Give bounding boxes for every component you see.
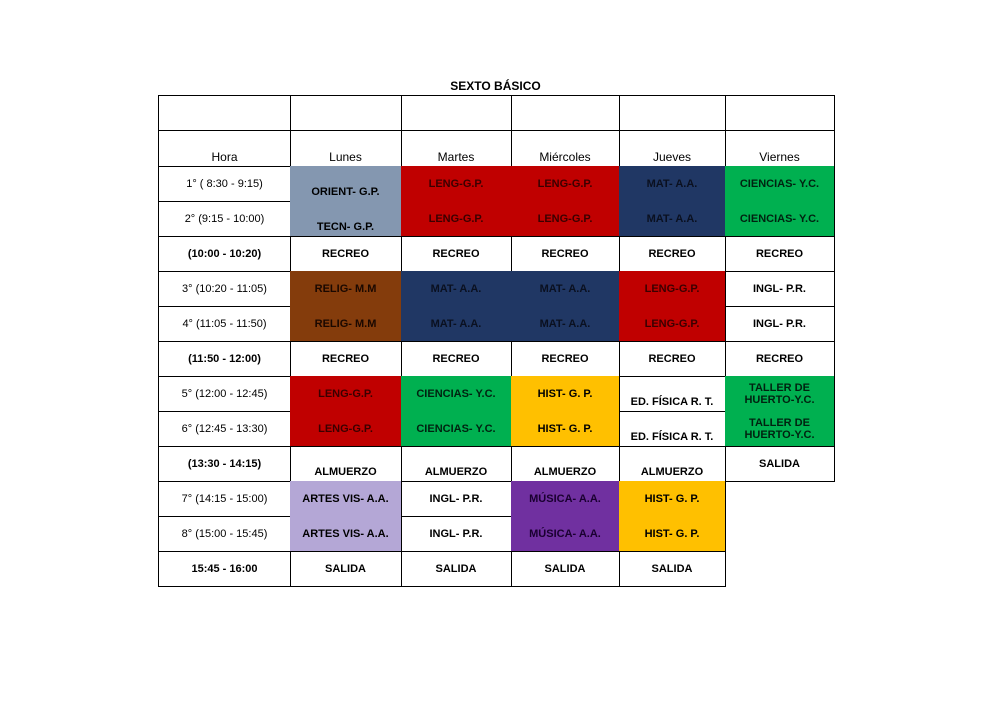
subject-cell [401, 166, 512, 202]
subject-cell-label: RECREO [755, 352, 804, 365]
subject-cell-label: INGL- P.R. [429, 527, 483, 540]
subject-cell [725, 236, 835, 272]
subject-cell-label: LENG-G.P. [428, 212, 484, 225]
subject-cell-label: ORIENT- G.P. [311, 186, 380, 198]
subject-cell-label: RECREO [541, 352, 589, 365]
subject-cell-label: LENG-G.P. [537, 212, 593, 225]
subject-cell [511, 411, 620, 447]
subject-cell [619, 306, 726, 342]
subject-cell-label: HIST- G. P. [644, 492, 700, 505]
subject-cell [619, 411, 726, 447]
hour-cell [158, 376, 291, 412]
subject-cell [290, 516, 402, 552]
hour-cell [158, 481, 291, 517]
subject-cell [290, 236, 402, 272]
subject-cell-label: LENG-G.P. [318, 387, 373, 400]
subject-cell-label: ALMUERZO [640, 466, 704, 478]
hour-cell [158, 201, 291, 237]
hour-cell [158, 341, 291, 377]
subject-cell-label: HIST- G. P. [537, 387, 593, 400]
subject-cell-label: MÚSICA- A.A. [529, 527, 601, 540]
hour-cell-label: (10:00 - 10:20) [187, 247, 262, 260]
subject-cell [401, 201, 512, 237]
subject-cell-label: TECN- G.P. [316, 221, 375, 233]
subject-cell [290, 481, 402, 517]
subject-cell [511, 341, 620, 377]
subject-cell [401, 341, 512, 377]
subject-cell-label: MAT- A.A. [539, 282, 591, 295]
hour-cell [158, 306, 291, 342]
subject-cell-label: ED. FÍSICA R. T. [630, 431, 714, 443]
column-header-day-label: Martes [437, 150, 475, 164]
subject-cell-label: HIST- G. P. [644, 527, 700, 540]
subject-cell-label: RECREO [432, 352, 480, 365]
subject-cell [511, 446, 620, 482]
subject-cell-label: SALIDA [759, 457, 800, 470]
subject-cell-label: SALIDA [435, 562, 477, 575]
subject-cell-label: RECREO [541, 247, 589, 260]
subject-cell [290, 166, 402, 202]
subject-cell [401, 411, 512, 447]
subject-cell-label: MAT- A.A. [430, 317, 482, 330]
subject-cell-label: RECREO [755, 247, 804, 260]
blank-header-cell [725, 95, 835, 131]
subject-cell [511, 376, 620, 412]
subject-cell-label: LENG-G.P. [644, 282, 700, 295]
subject-cell-label: RECREO [321, 247, 370, 260]
column-header-day-label: Jueves [652, 150, 692, 164]
subject-cell [725, 201, 835, 237]
subject-cell-label: ALMUERZO [314, 466, 377, 478]
blank-header-cell [401, 95, 512, 131]
subject-cell-label: CIENCIAS- Y.C. [739, 177, 820, 190]
subject-cell [725, 376, 835, 412]
subject-cell [401, 446, 512, 482]
subject-cell [511, 201, 620, 237]
schedule-title: SEXTO BÁSICO [450, 79, 541, 93]
hour-cell-label: 5° (12:00 - 12:45) [181, 387, 268, 400]
column-header-day-label: Miércoles [539, 150, 591, 164]
hour-cell-label: (11:50 - 12:00) [188, 352, 261, 365]
hour-cell [158, 411, 291, 447]
hour-cell-label: 4° (11:05 - 11:50) [182, 317, 267, 330]
subject-cell [290, 411, 402, 447]
hour-cell [158, 516, 291, 552]
subject-cell [725, 166, 835, 202]
hour-cell-label: 3° (10:20 - 11:05) [182, 282, 267, 295]
subject-cell [290, 306, 402, 342]
column-header-hora-label: Hora [211, 150, 238, 164]
subject-cell-label: ARTES VIS- A.A. [302, 492, 389, 505]
subject-cell [619, 551, 726, 587]
subject-cell-label: RELIG- M.M [314, 282, 377, 295]
hour-cell [158, 446, 291, 482]
hour-cell-label: 7° (14:15 - 15:00) [181, 492, 268, 505]
column-header-day [401, 130, 512, 167]
subject-cell-label: CIENCIAS- Y.C. [739, 212, 820, 225]
subject-cell-label: ALMUERZO [533, 466, 597, 478]
hour-cell-label: 2° (9:15 - 10:00) [184, 212, 265, 225]
subject-cell-label: RECREO [321, 352, 370, 365]
subject-cell-label: RELIG- M.M [314, 317, 377, 330]
subject-cell [619, 166, 726, 202]
subject-cell [511, 166, 620, 202]
blank-header-cell [158, 95, 291, 131]
subject-cell [619, 516, 726, 552]
subject-cell-label: LENG-G.P. [318, 422, 373, 435]
hour-cell-label: (13:30 - 14:15) [187, 457, 262, 470]
subject-cell-label: INGL- P.R. [753, 317, 806, 330]
subject-cell [725, 446, 835, 482]
subject-cell-label: TALLER DE HUERTO-Y.C. [744, 381, 815, 406]
subject-cell-label: LENG-G.P. [537, 177, 593, 190]
subject-cell-label: LENG-G.P. [428, 177, 484, 190]
subject-cell-label: ALMUERZO [424, 466, 488, 478]
subject-cell-label: LENG-G.P. [644, 317, 700, 330]
subject-cell [401, 376, 512, 412]
column-header-day [511, 130, 620, 167]
subject-cell-label: SALIDA [325, 562, 366, 575]
subject-cell-label: ED. FÍSICA R. T. [630, 396, 714, 408]
subject-cell [511, 481, 620, 517]
subject-cell [725, 271, 835, 307]
hour-cell [158, 236, 291, 272]
subject-cell-label: SALIDA [544, 562, 586, 575]
subject-cell-label: TALLER DE HUERTO-Y.C. [744, 416, 815, 441]
column-header-day-label: Lunes [329, 150, 362, 164]
subject-cell [619, 481, 726, 517]
subject-cell [290, 201, 402, 237]
subject-cell [401, 481, 512, 517]
hour-cell-label: 1° ( 8:30 - 9:15) [186, 177, 263, 190]
subject-cell-label: SALIDA [651, 562, 693, 575]
subject-cell-label: MÚSICA- A.A. [529, 492, 601, 505]
subject-cell [619, 201, 726, 237]
hour-cell [158, 551, 291, 587]
subject-cell [401, 271, 512, 307]
subject-cell-label: CIENCIAS- Y.C. [416, 387, 496, 400]
subject-cell [401, 551, 512, 587]
subject-cell [290, 376, 402, 412]
subject-cell [401, 306, 512, 342]
subject-cell [619, 446, 726, 482]
subject-cell-label: MAT- A.A. [430, 282, 482, 295]
subject-cell [725, 411, 835, 447]
subject-cell [619, 236, 726, 272]
subject-cell-label: INGL- P.R. [429, 492, 483, 505]
subject-cell [511, 271, 620, 307]
column-header-day-label: Viernes [759, 150, 800, 164]
subject-cell [725, 306, 835, 342]
blank-header-cell [511, 95, 620, 131]
subject-cell-label: INGL- P.R. [753, 282, 806, 295]
subject-cell-label: MAT- A.A. [646, 177, 698, 190]
subject-cell [511, 236, 620, 272]
blank-header-cell [290, 95, 402, 131]
subject-cell-label: MAT- A.A. [646, 212, 698, 225]
hour-cell-label: 6° (12:45 - 13:30) [181, 422, 268, 435]
column-header-day [619, 130, 726, 167]
subject-cell-label: CIENCIAS- Y.C. [416, 422, 496, 435]
column-header-day [725, 130, 835, 167]
subject-cell [401, 236, 512, 272]
hour-cell [158, 166, 291, 202]
hour-cell-label: 8° (15:00 - 15:45) [181, 527, 268, 540]
hour-cell-label: 15:45 - 16:00 [191, 562, 258, 575]
hour-cell [158, 271, 291, 307]
subject-cell [401, 516, 512, 552]
subject-cell [290, 271, 402, 307]
subject-cell [511, 516, 620, 552]
subject-cell [725, 341, 835, 377]
subject-cell [619, 376, 726, 412]
column-header-day [290, 130, 402, 167]
subject-cell-label: RECREO [648, 352, 696, 365]
blank-header-cell [619, 95, 726, 131]
subject-cell [290, 446, 402, 482]
subject-cell-label: ARTES VIS- A.A. [302, 527, 389, 540]
subject-cell [290, 551, 402, 587]
column-header-hora [158, 130, 291, 167]
subject-cell-label: HIST- G. P. [537, 422, 593, 435]
subject-cell-label: RECREO [432, 247, 480, 260]
subject-cell [511, 306, 620, 342]
subject-cell-label: RECREO [648, 247, 696, 260]
subject-cell [619, 271, 726, 307]
subject-cell-label: MAT- A.A. [539, 317, 591, 330]
subject-cell [290, 341, 402, 377]
subject-cell [511, 551, 620, 587]
subject-cell [619, 341, 726, 377]
